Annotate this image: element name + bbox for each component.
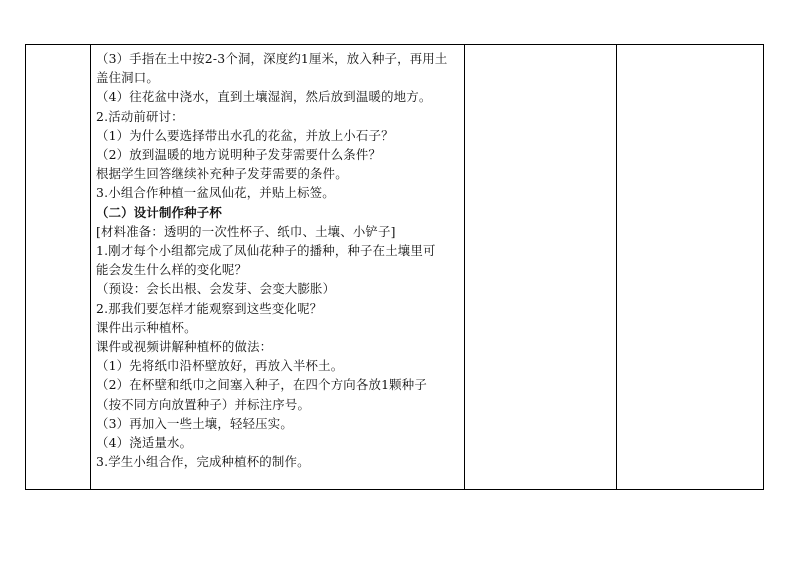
text-line: （2）在杯壁和纸巾之间塞入种子，在四个方向各放1颗种子 bbox=[96, 377, 427, 393]
activity-text bbox=[91, 45, 464, 471]
section-heading: （二）设计制作种子杯 bbox=[96, 204, 222, 220]
text-line: 根据学生回答继续补充种子发芽需要的条件。 bbox=[96, 166, 348, 182]
text-line: （按不同方向放置种子）并标注序号。 bbox=[96, 396, 311, 412]
lesson-plan-table bbox=[25, 44, 764, 490]
table-cell-activities bbox=[91, 45, 465, 490]
text-line: 能会发生什么样的变化呢？ bbox=[96, 262, 248, 278]
text-line: 2.活动前研讨： bbox=[96, 108, 184, 124]
text-line: 2.那我们要怎样才能观察到这些变化呢？ bbox=[96, 300, 323, 316]
table-cell-notes bbox=[617, 45, 764, 490]
text-line: （3）再加入一些土壤，轻轻压实。 bbox=[96, 415, 293, 431]
text-line: 盖住洞口。 bbox=[96, 70, 159, 86]
text-line: （预设：会长出根、会发芽、会变大膨胀） bbox=[96, 281, 336, 297]
text-line: 课件或视频讲解种植杯的做法： bbox=[96, 339, 273, 355]
text-line: [材料准备：透明的一次性杯子、纸巾、土壤、小铲子] bbox=[96, 223, 396, 239]
text-line: （4）浇适量水。 bbox=[96, 435, 193, 451]
text-line: （1）为什么要选择带出水孔的花盆，并放上小石子？ bbox=[96, 127, 394, 143]
text-line: （4）往花盆中浇水，直到土壤湿润，然后放到温暖的地方。 bbox=[96, 89, 432, 105]
text-line: 1.刚才每个小组都完成了凤仙花种子的播种，种子在土壤里可 bbox=[96, 243, 436, 259]
text-line: （1）先将纸巾沿杯壁放好，再放入半杯土。 bbox=[96, 358, 344, 374]
table-row bbox=[26, 45, 764, 490]
text-line: （3）手指在土中按2-3个洞，深度约1厘米，放入种子，再用土 bbox=[96, 51, 448, 66]
text-line: （2）放到温暖的地方说明种子发芽需要什么条件？ bbox=[96, 147, 382, 163]
text-line: 3.小组合作种植一盆凤仙花，并贴上标签。 bbox=[96, 185, 335, 201]
text-line: 课件出示种植杯。 bbox=[96, 319, 197, 335]
text-line: 3.学生小组合作，完成种植杯的制作。 bbox=[96, 454, 310, 470]
table-cell-student-activity bbox=[465, 45, 617, 490]
table-cell-stage bbox=[26, 45, 91, 490]
